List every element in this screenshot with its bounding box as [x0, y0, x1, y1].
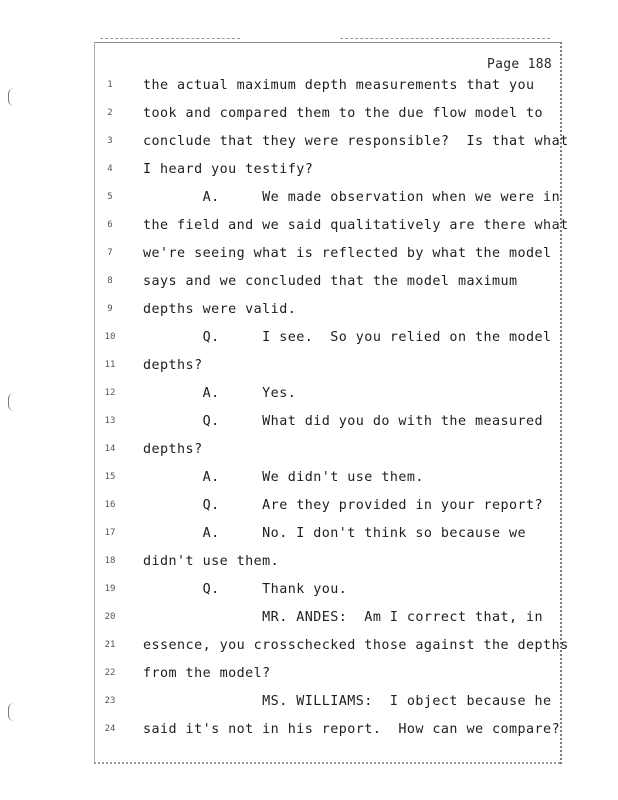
line-number: 12 — [104, 388, 116, 398]
line-number: 19 — [104, 584, 116, 594]
line-number: 11 — [104, 360, 116, 370]
line-text: depths were valid. — [143, 302, 297, 317]
line-text: I heard you testify? — [143, 162, 314, 177]
line-text: Q. What did you do with the measured — [143, 414, 544, 429]
line-number: 20 — [104, 612, 116, 622]
line-text: says and we concluded that the model maximum — [143, 274, 518, 289]
line-number: 24 — [104, 724, 116, 734]
transcript-line — [0, 164, 618, 188]
transcript-line — [0, 500, 618, 524]
transcript-line — [0, 724, 618, 748]
line-number: 21 — [104, 640, 116, 650]
line-text: the field and we said qualitatively are there what — [143, 218, 569, 233]
line-text: from the model? — [143, 666, 271, 681]
line-number: 15 — [104, 472, 116, 482]
line-number: 23 — [104, 696, 116, 706]
line-text: MR. ANDES: Am I correct that, in — [143, 610, 544, 625]
transcript-line — [0, 136, 618, 160]
transcript-line — [0, 528, 618, 552]
transcript-line — [0, 248, 618, 272]
transcript-line — [0, 192, 618, 216]
top-scan-mark — [100, 38, 240, 39]
line-text: took and compared them to the due flow model to — [143, 106, 544, 121]
line-number: 1 — [107, 80, 113, 90]
transcript-line — [0, 276, 618, 300]
transcript-line — [0, 556, 618, 580]
transcript-line — [0, 108, 618, 132]
transcript-line — [0, 612, 618, 636]
transcript-line — [0, 444, 618, 468]
transcript-line — [0, 584, 618, 608]
transcript-line — [0, 332, 618, 356]
line-number: 3 — [107, 136, 113, 146]
line-text: A. We made observation when we were in — [143, 190, 561, 205]
line-text: A. No. I don't think so because we — [143, 526, 527, 541]
line-number: 14 — [104, 444, 116, 454]
transcript-line — [0, 304, 618, 328]
line-text: Q. Are they provided in your report? — [143, 498, 544, 513]
line-text: we're seeing what is reflected by what the model — [143, 246, 552, 261]
line-number: 8 — [107, 276, 113, 286]
line-number: 13 — [104, 416, 116, 426]
line-text: depths? — [143, 358, 203, 373]
line-text: didn't use them. — [143, 554, 280, 569]
transcript-line — [0, 80, 618, 104]
transcript-line — [0, 416, 618, 440]
transcript-line — [0, 696, 618, 720]
line-text: the actual maximum depth measurements that you — [143, 78, 535, 93]
line-text: essence, you crosschecked those against the depths — [143, 638, 569, 653]
line-number: 10 — [104, 332, 116, 342]
line-number: 9 — [107, 304, 113, 314]
line-number: 5 — [107, 192, 113, 202]
line-text: conclude that they were responsible? Is that what — [143, 134, 569, 149]
line-text: Q. I see. So you relied on the model — [143, 330, 552, 345]
transcript-line — [0, 472, 618, 496]
top-scan-mark — [340, 38, 550, 39]
line-text: A. Yes. — [143, 386, 297, 401]
line-number: 4 — [107, 164, 113, 174]
line-text: A. We didn't use them. — [143, 470, 424, 485]
line-number: 18 — [104, 556, 116, 566]
page-number: Page 188 — [486, 57, 552, 72]
line-text: Q. Thank you. — [143, 582, 348, 597]
line-text: depths? — [143, 442, 203, 457]
line-number: 17 — [104, 528, 116, 538]
bottom-border — [94, 762, 560, 764]
line-number: 6 — [107, 220, 113, 230]
line-number: 2 — [107, 108, 113, 118]
line-number: 16 — [104, 500, 116, 510]
transcript-line — [0, 360, 618, 384]
line-number: 22 — [104, 668, 116, 678]
transcript-line — [0, 668, 618, 692]
transcript-line — [0, 388, 618, 412]
transcript-line — [0, 220, 618, 244]
line-text: MS. WILLIAMS: I object because he — [143, 694, 552, 709]
line-text: said it's not in his report. How can we compare? — [143, 722, 561, 737]
transcript-line — [0, 640, 618, 664]
line-number: 7 — [107, 248, 113, 258]
